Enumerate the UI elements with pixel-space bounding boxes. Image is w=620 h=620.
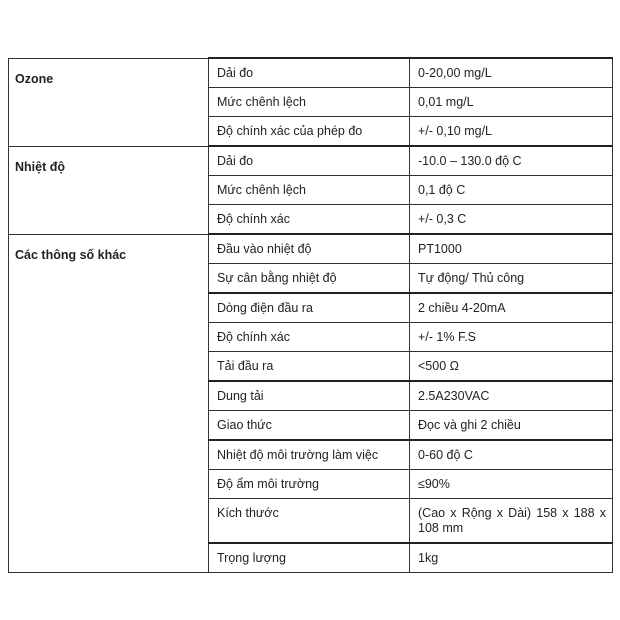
table-row [9, 234, 613, 264]
row-label: Độ chính xác [209, 205, 410, 235]
row-value: Tự động/ Thủ công [410, 264, 613, 294]
row-label: Độ chính xác của phép đo [209, 117, 410, 147]
row-label: Giao thức [209, 411, 410, 441]
row-label: Mức chênh lệch [209, 176, 410, 205]
row-value: +/- 0,10 mg/L [410, 117, 613, 147]
row-label: Dung tải [209, 381, 410, 411]
row-label: Độ chính xác [209, 323, 410, 352]
row-label: Đầu vào nhiệt độ [209, 234, 410, 264]
row-value: 0-20,00 mg/L [410, 58, 613, 88]
row-label: Sự cân bằng nhiệt độ [209, 264, 410, 294]
row-value: PT1000 [410, 234, 613, 264]
row-label: Kích thước [209, 499, 410, 544]
row-value: <500 Ω [410, 352, 613, 382]
row-value: 0-60 độ C [410, 440, 613, 470]
row-label: Nhiệt độ môi trường làm việc [209, 440, 410, 470]
row-label: Độ ẩm môi trường [209, 470, 410, 499]
row-value: 2.5A230VAC [410, 381, 613, 411]
row-label: Dòng điện đầu ra [209, 293, 410, 323]
row-value: 0,1 độ C [410, 176, 613, 205]
row-value: -10.0 – 130.0 độ C [410, 146, 613, 176]
row-label: Dải đo [209, 58, 410, 88]
spec-table [8, 57, 613, 573]
group-name: Ozone [9, 58, 209, 146]
row-label: Dải đo [209, 146, 410, 176]
row-value: (Cao x Rộng x Dài) 158 x 188 x 108 mm [410, 499, 613, 544]
table-row [9, 146, 613, 176]
group-name: Các thông số khác [9, 234, 209, 573]
table-row [9, 58, 613, 88]
row-value: ≤90% [410, 470, 613, 499]
row-label: Trọng lượng [209, 543, 410, 573]
row-value: Đọc và ghi 2 chiều [410, 411, 613, 441]
group-name: Nhiệt độ [9, 146, 209, 234]
row-label: Mức chênh lệch [209, 88, 410, 117]
row-value: 2 chiều 4-20mA [410, 293, 613, 323]
row-value: 0,01 mg/L [410, 88, 613, 117]
row-value: +/- 1% F.S [410, 323, 613, 352]
row-label: Tải đầu ra [209, 352, 410, 382]
row-value: 1kg [410, 543, 613, 573]
row-value: +/- 0,3 C [410, 205, 613, 235]
